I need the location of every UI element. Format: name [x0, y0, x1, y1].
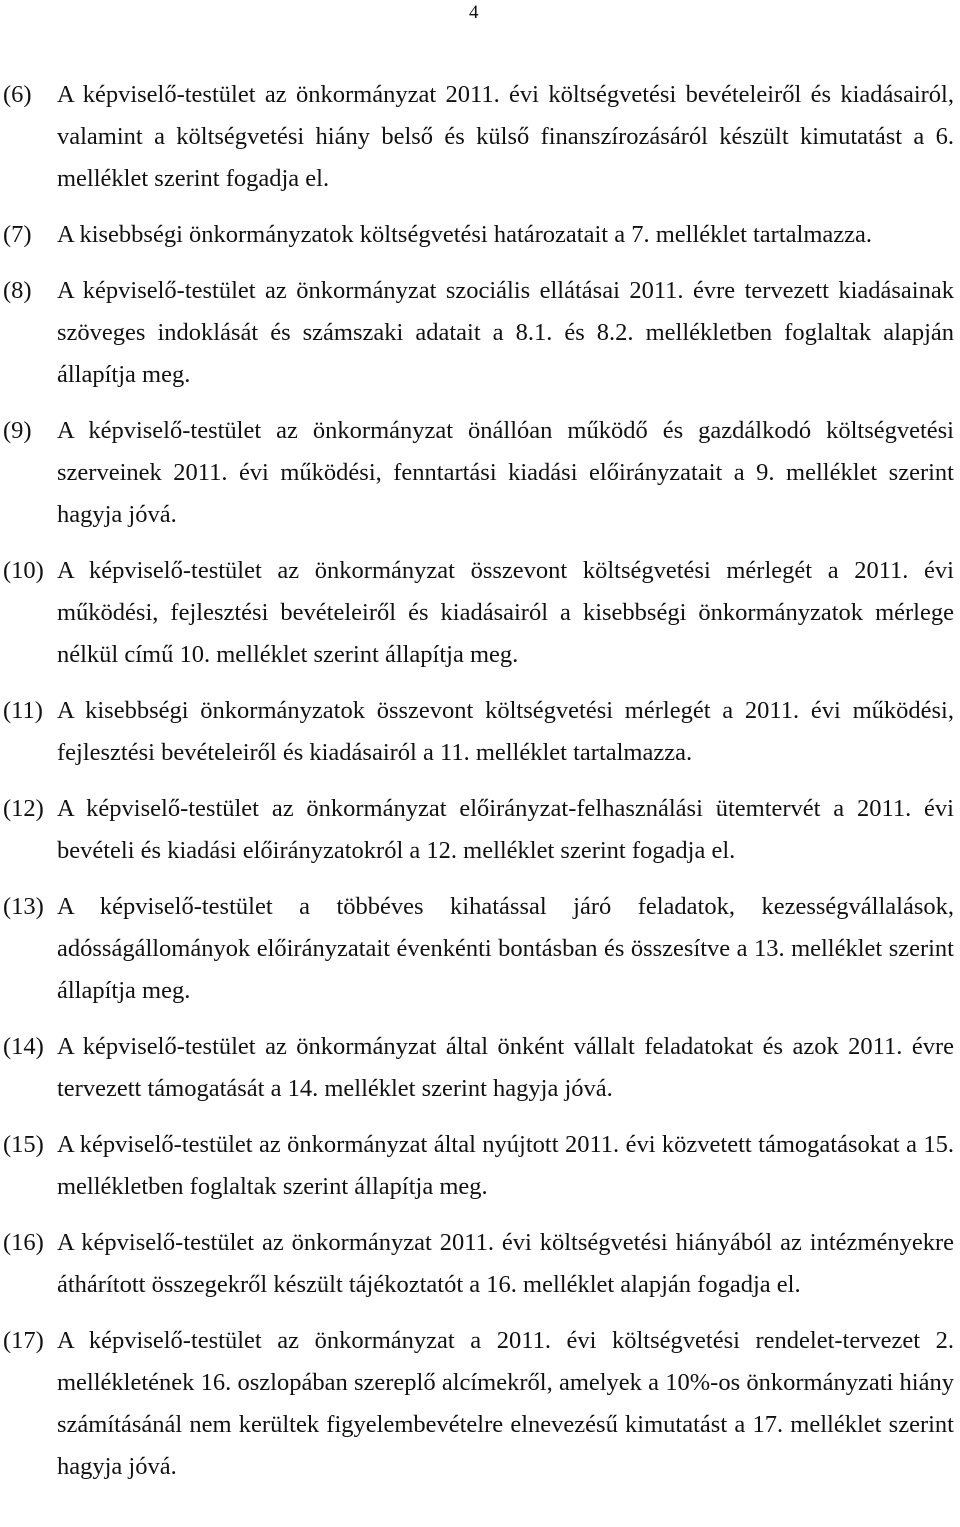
paragraph-14: [0, 1026, 960, 1110]
paragraph-number: (15): [3, 1131, 44, 1158]
paragraph-text: A képviselő-testület az önkormányzat 2011. évi költségvetési hiányából az intézményekre áthárított összegekről készült tájékoztatót a 16. melléklet alapján fogadja el.: [57, 1229, 954, 1298]
paragraph-number: (6): [3, 81, 32, 108]
paragraph-text: A képviselő-testület az önkormányzat előirányzat-felhasználási ütemtervét a 2011. évi bevételi és kiadási előirányzatokról a 12. melléklet szerint fogadja el.: [57, 795, 954, 864]
paragraph-number: (7): [3, 221, 32, 248]
paragraph-number: (14): [3, 1033, 44, 1060]
paragraph-number: (8): [3, 277, 32, 304]
paragraph-15: [0, 1124, 960, 1208]
paragraph-13: [0, 886, 960, 1012]
paragraph-7: [0, 214, 960, 256]
paragraph-number: (11): [3, 697, 43, 724]
paragraph-12: [0, 788, 960, 872]
paragraph-number: (9): [3, 417, 32, 444]
paragraph-text: A képviselő-testület az önkormányzat által nyújtott 2011. évi közvetett támogatásokat a 15. mellékletben foglaltak szerint állapítja meg.: [57, 1131, 954, 1200]
paragraph-17: [0, 1320, 960, 1488]
paragraph-text: A képviselő-testület a többéves kihatással járó feladatok, kezességvállalások, adósságállományok előirányzatait évenkénti bontásban és összesítve a 13. melléklet szerint állapítja meg.: [57, 893, 954, 1004]
page-number: 4: [469, 2, 479, 23]
paragraph-text: A képviselő-testület az önkormányzat összevont költségvetési mérlegét a 2011. évi működési, fejlesztési bevételeiről és kiadásairól a kisebbségi önkormányzatok mérlege nélkül című 10. melléklet szerint állapítja meg.: [57, 557, 954, 668]
paragraph-8: [0, 270, 960, 396]
paragraph-9: [0, 410, 960, 536]
paragraph-16: [0, 1222, 960, 1306]
paragraph-text: A képviselő-testület az önkormányzat a 2011. évi költségvetési rendelet-tervezet 2. mellékletének 16. oszlopában szereplő alcímekről, amelyek a 10%-os önkormányzati hiány számításánál nem kerültek figyelembevételre elnevezésű kimutatást a 17. melléklet szerint hagyja jóvá.: [57, 1327, 954, 1480]
paragraph-11: [0, 690, 960, 774]
paragraph-number: (10): [3, 557, 44, 584]
paragraph-text: A képviselő-testület az önkormányzat szociális ellátásai 2011. évre tervezett kiadásainak szöveges indoklását és számszaki adatait a 8.1. és 8.2. mellékletben foglaltak alapján állapítja meg.: [57, 277, 954, 388]
paragraph-list: [0, 74, 960, 1502]
paragraph-number: (17): [3, 1327, 44, 1354]
paragraph-10: [0, 550, 960, 676]
paragraph-text: A kisebbségi önkormányzatok összevont költségvetési mérlegét a 2011. évi működési, fejlesztési bevételeiről és kiadásairól a 11. melléklet tartalmazza.: [57, 697, 954, 766]
paragraph-number: (12): [3, 795, 44, 822]
paragraph-text: A képviselő-testület az önkormányzat által önként vállalt feladatokat és azok 2011. évre tervezett támogatását a 14. melléklet szerint hagyja jóvá.: [57, 1033, 954, 1102]
paragraph-number: (13): [3, 893, 44, 920]
paragraph-text: A képviselő-testület az önkormányzat önállóan működő és gazdálkodó költségvetési szerveinek 2011. évi működési, fenntartási kiadási előirányzatait a 9. melléklet szerint hagyja jóvá.: [57, 417, 954, 528]
paragraph-number: (16): [3, 1229, 44, 1256]
paragraph-text: A kisebbségi önkormányzatok költségvetési határozatait a 7. melléklet tartalmazza.: [57, 221, 873, 248]
paragraph-6: [0, 74, 960, 200]
paragraph-text: A képviselő-testület az önkormányzat 2011. évi költségvetési bevételeiről és kiadásairól, valamint a költségvetési hiány belső és külső finanszírozásáról készült kimutatást a 6. melléklet szerint fogadja el.: [57, 81, 954, 192]
